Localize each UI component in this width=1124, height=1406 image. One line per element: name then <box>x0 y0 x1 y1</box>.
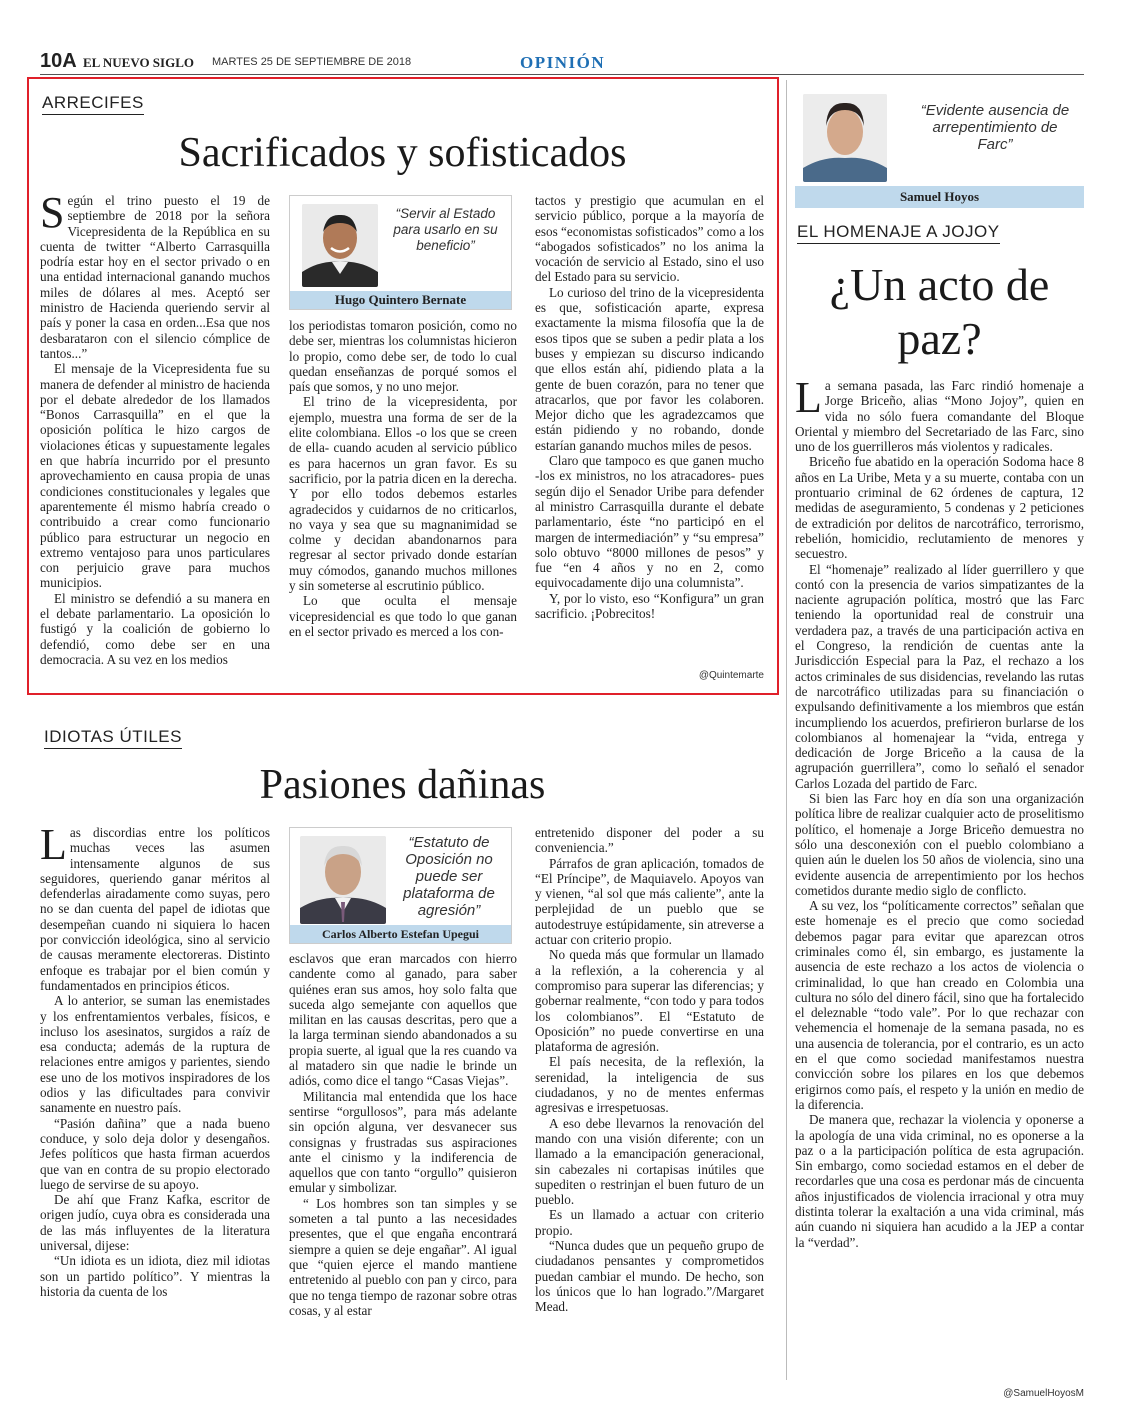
article1-title: Sacrificados y sofisticados <box>178 130 627 176</box>
dropcap: L <box>40 825 67 869</box>
paragraph: a semana pasada, las Farc rindió homenaje a Jorge Briceño, alias “Mono Jojoy”, quien en vida no sólo fuera comandante del Bloque Oriental y miembro del Secretariado de las Farc, sino uno de los guerrilleros más violentos y radicales. <box>795 378 1084 455</box>
paragraph: El mensaje de la Vicepresidenta fue su manera de defender al ministro de hacienda por el debate alrededor de los llamados “Bonos Carrasquilla” en el que la oposición política le hizo cargos de violaciones éticas y supuestamente legales en que habría incurrido por el presunto aprovechamiento en causa propia de unas condiciones constitucionales y legales que aparentemente él mismo habría creado o contribuido a crear como funcionario público para estructurar un negocio en extremo ventajoso para unos particulares con perjuicio grave para muchos municipios. <box>40 361 270 591</box>
author-box-quintero <box>289 195 512 310</box>
paragraph: El ministro se defendió a su manera en el debate parlamentario. La oposición lo fustigó y la coalición de gobierno lo defendió, como debe ser en una democracia. A su vez en los medios <box>40 590 270 667</box>
paragraph: “ Los hombres son tan simples y se someten a tal punto a las necesidades presentes, que el que engaña encontrará siempre a quien se deje engañar”. Al igual que “quien ejerce el mando mantiene entretenido al pueblo con pan y circo, para que no tenga tiempo de razonar sobre otras cosas, y al estar <box>289 1195 517 1318</box>
pull-quote: “Estatuto de Oposición no puede ser plataforma de agresión” <box>403 834 495 919</box>
paragraph: tactos y prestigio que acumulan en el servicio público, porque a la mayoría de esos “economistas sofisticados” como a los “abogados sofisticados” no los anima la vocación de servicio al Estado, sino el uso del Estado para su servicio. <box>535 193 764 285</box>
author-handle: @Quintemarte <box>698 670 764 681</box>
author-name: Hugo Quintero Bernate <box>290 291 511 309</box>
issue-date: MARTES 25 DE SEPTIEMBRE DE 2018 <box>212 56 412 68</box>
article2-column-3 <box>535 825 764 1388</box>
paragraph: “Nunca dudes que un pequeño grupo de ciudadanos pensantes y comprometidos puedan cambiar el mundo. De hecho, son los únicos que lo han logrado.”/Margaret Mead. <box>535 1238 764 1315</box>
article2-column-1 <box>40 825 270 1385</box>
article1-column-1 <box>40 193 270 688</box>
paragraph: Claro que tampoco es que ganen mucho -los ex ministros, no los atracadores- pues según dijo el Senador Uribe para defender al ministro Carrasquilla durante el debate parlamentario, éste “no participó en el margen de intermediación” y “su empresa” solo obtuvo “8000 millones de pesos” y fue “en 4 años y no en 2, como equivocadamente dijo una columnista”. <box>535 453 764 591</box>
header-rule <box>40 74 1084 75</box>
dropcap: L <box>795 378 822 422</box>
author-photo <box>302 204 378 287</box>
paragraph: No queda más que formular un llamado a la reflexión, a la coherencia y al compromiso para superar las diferencias; y gobernar realmente, “con todo y para todos los colombianos”. El “Estatuto de Oposición” no puede convertirse en una plataforma de agresión. <box>535 947 764 1055</box>
paragraph: A eso debe llevarnos la renovación del mando con una visión diferente; con un llamado a la emancipación generacional, sin cabezales ni cortapisas inútiles que supediten o restrinjan el buen futuro de un pueblo. <box>535 1115 764 1208</box>
pull-quote: “Servir al Estado para usarlo en su beneficio” <box>393 206 498 253</box>
article3-title-line-2: paz? <box>897 313 982 364</box>
paragraph: “Un idiota es un idiota, diez mil idiotas son un partido político”. Y mientras la historia da cuenta de los <box>40 1253 270 1299</box>
paragraph: Lo curioso del trino de la vicepresidenta es que, sofisticación aparte, expresa exactamente la misma filosofía que la de esos tipos que se suben a pedir plata a los buses y empiezan su discurso indicando que ellos están ahí, pidiendo plata a la gente de buen corazón, para no tener que atracarlos, que por favor les colaboren. Mejor dicho que les agradezcamos que están pidiendo y no robando, donde estarían ganando muchos miles de pesos. <box>535 284 764 453</box>
article1-column-3 <box>535 193 764 671</box>
author-name: Carlos Alberto Estefan Upegui <box>290 925 511 943</box>
paragraph: El “homenaje” realizado al líder guerrillero y que contó con la presencia de varios simpatizantes de la naciente agrupación política, mostró que las Farc teniendo la oportunidad real de construir una verdadera paz, a través de una participación activa en el Congreso, la rendición de cuentas ante la Jurisdicción Especial para la Paz, el rechazo a los actos criminales de sus disidencias, revelando las rutas de narcotráfico utilizadas para su financiación o expulsando definitivamente a los miembros que están incumpliendo los acuerdos, prefirieron burlarse de los colombianos al homenajear la “vida, entrega y dedicación de Jorge Briceño a la causa de la agrupación guerrillera”, como lo señaló el senador Carlos Lozada del partido de Farc. <box>795 561 1084 791</box>
paragraph: los periodistas tomaron posición, como no debe ser, mientras los columnistas hicieron lo propio, como debe ser, de todo lo cual quedan enseñanzas de porqué somos el país que somos, y no uno mejor. <box>289 318 517 395</box>
pull-quote: “Evidente ausencia de arrepentimiento de Farc” <box>920 102 1070 153</box>
paragraph: Párrafos de gran aplicación, tomados de “El Príncipe”, de Maquiavelo. Apoyos van y vienen, “al sol que más caliente”, ante la perplejidad de un pueblo que se autodestruye estúpidamente, sin atreverse a actuar con criterio propio. <box>535 855 764 948</box>
paragraph: Militancia mal entendida que los hace sentirse “orgullosos”, para más adelante sin opción alguna, ver desvanecer sus consignas y frustradas sus aspiraciones ante el cinismo y la indiferencia de aquellos que con tanto “orgullo” quisieron emular y simbolizar. <box>289 1088 517 1196</box>
author-box-hoyos <box>795 90 1084 208</box>
page-header <box>40 50 1084 76</box>
paper-name: EL NUEVO SIGLO <box>83 55 194 70</box>
paragraph: as discordias entre los políticos muchas veces las asumen intensamente algunos de sus seguidores, queriendo ganar méritos al defenderlas airadamente como suyas, pero no se dan cuenta del papel de idiotas que desempeñan cuando ni siquiera lo hacen por convicción ideológica, sino al servicio de causas meramente electoreras. Distinto enfoque es trabajar por el bien común y fundamentados en principios éticos. <box>40 825 270 993</box>
author-photo <box>300 836 386 924</box>
paragraph: De ahí que Franz Kafka, escritor de origen judío, cuya obra es considerada una de las más influyentes de la literatura universal, dijese: <box>40 1192 270 1254</box>
paragraph: El país necesita, de la reflexión, la serenidad, la inteligencia de sus ciudadanos, y no de mentes enfermas agresivas e irrespetuosas. <box>535 1054 764 1116</box>
paragraph: Lo que oculta el mensaje vicepresidencial es que todo lo que ganan en el sector privado es merced a los con- <box>289 593 517 639</box>
paragraph: egún el trino puesto el 19 de septiembre de 2018 por la señora Vicepresidenta de la República en su cuenta de twitter “Alberto Carrasquilla podría estar hoy en el sector privado o en una entidad internacional ganando muchos miles de dólares al mes. Aceptó ser ministro de Hacienda queriendo servir al país y poner la casa en orden...Esa que nos desbarataron con el silencio cómplice de tantos...” <box>40 193 270 361</box>
paragraph: Y, por lo visto, eso “Konfigura” un gran sacrificio. ¡Pobrecitos! <box>535 590 764 622</box>
article2-column-2 <box>289 951 517 1388</box>
author-handle: @SamuelHoyosM <box>1003 1388 1084 1399</box>
author-box-estefan <box>289 827 512 944</box>
page-number: 10A <box>40 50 77 72</box>
paragraph: entretenido disponer del poder a su conveniencia.” <box>535 825 764 856</box>
author-photo <box>803 94 887 182</box>
paragraph: Si bien las Farc hoy en día son una organización política libre de realizar cualquier acto de proselitismo político, el homenaje a Jorge Briceño demuestra no sólo una desconexión con el pueblo colombiano a quien aún le duelen los 50 años de violencia, sino una evidente ausencia de arrepentimiento por los hechos cometidos durante medio siglo de conflicto. <box>795 791 1084 898</box>
article3-column <box>795 378 1084 1388</box>
paragraph: A su vez, los “políticamente correctos” señalan que este homenaje es el precio que como sociedad debemos pagar para evitar que aparezcan otros criminales como él, sin embargo, es justamente la ausencia de este rechazo a los actos de violencia o criminalidad, lo que han creado en Colombia una cultura no sólo del dinero fácil, sino que ha fortalecido el deleznable “todo vale”. Por lo que rechazar con vehemencia el homenaje de la semana pasada, no es una ausencia de tolerancia, por el contrario, es un acto en el que como sociedad manifestamos nuestra convicción sobre los pilares en los que debemos erigirnos como país, el respeto y la unión en medio de la diferencia. <box>795 898 1084 1112</box>
paragraph: Briceño fue abatido en la operación Sodoma hace 8 años en La Uribe, Meta y a su muerte, contaba con un prontuario criminal de 62 órdenes de captura, 12 medidas de aseguramiento, 5 condenas y 2 peticiones de extradición por delitos de narcotráfico, terrorismo, rebelión, homicidio, reclutamiento de menores y secuestro. <box>795 454 1084 562</box>
section-label-idiotas: IDIOTAS ÚTILES <box>44 727 182 749</box>
section-title: OPINIÓN <box>520 53 606 72</box>
author-name: Samuel Hoyos <box>795 186 1084 208</box>
article2-title: Pasiones dañinas <box>259 762 546 808</box>
article1-column-2 <box>289 318 517 688</box>
section-label-arrecifes: ARRECIFES <box>42 93 144 115</box>
paragraph: A lo anterior, se suman las enemistades y los enfrentamientos verbales, físicos, e incluso los asesinatos, surgidos a raíz de esa conducta; además de la ruptura de relaciones entre amigos y parientes, siendo ese uno de los motivos inspiradores de los odios y las dificultades para convivir sanamente en nuestro país. <box>40 993 270 1116</box>
paragraph: “Pasión dañina” que a nada bueno conduce, y solo deja dolor y desengaños. Jefes políticos que hasta firman acuerdos que van en contra de su propio electorado luego de servirse de su apoyo. <box>40 1115 270 1192</box>
paragraph: esclavos que eran marcados con hierro candente como al ganado, para saber quiénes eran sus amos, hoy solo falta que suceda algo semejante con aquellos que militan en las causas descritas, pero que a la larga terminan siendo abandonados a su propia suerte, al igual que la res cuando va al matadero sin que nadie le brinde un adiós, como dice el tango “Casas Viejas”. <box>289 951 517 1089</box>
paragraph: De manera que, rechazar la violencia y oponerse a la apología de una vida criminal, no es oponerse a la paz o a la participación política de esta agrupación. Sin embargo, como sociedad estamos en el deber de recordarles que una cosa es perdonar más de cincuenta años injustificados de violencia irracional y otra muy distinta tolerar la exaltación a una vida criminal, más aún cuando ni siquiera han acudido a la JEP a contar la “verdad”. <box>795 1112 1084 1250</box>
article3-title-line-1: ¿Un acto de <box>829 259 1050 310</box>
column-divider <box>786 80 787 1380</box>
section-label-jojoy: EL HOMENAJE A JOJOY <box>797 222 1000 244</box>
dropcap: S <box>40 193 65 237</box>
paragraph: Es un llamado a actuar con criterio propio. <box>535 1207 764 1238</box>
paragraph: El trino de la vicepresidenta, por ejemplo, muestra una forma de ser de la elite colombiana. Ellos -o los que se creen de ella- cuando acuden al servicio público es para hacernos un gran favor. Es su sacrificio, por la patria dicen en la derecha. Y por ello todos debemos estarles agradecidos y cuidarnos de no criticarlos, no vaya y sea que su magnanimidad se colme y decidan abandonarnos para regresar al sector privado donde estarían muy cómodos, ganando muchos millones y sin someterse al escrutinio público. <box>289 394 517 594</box>
